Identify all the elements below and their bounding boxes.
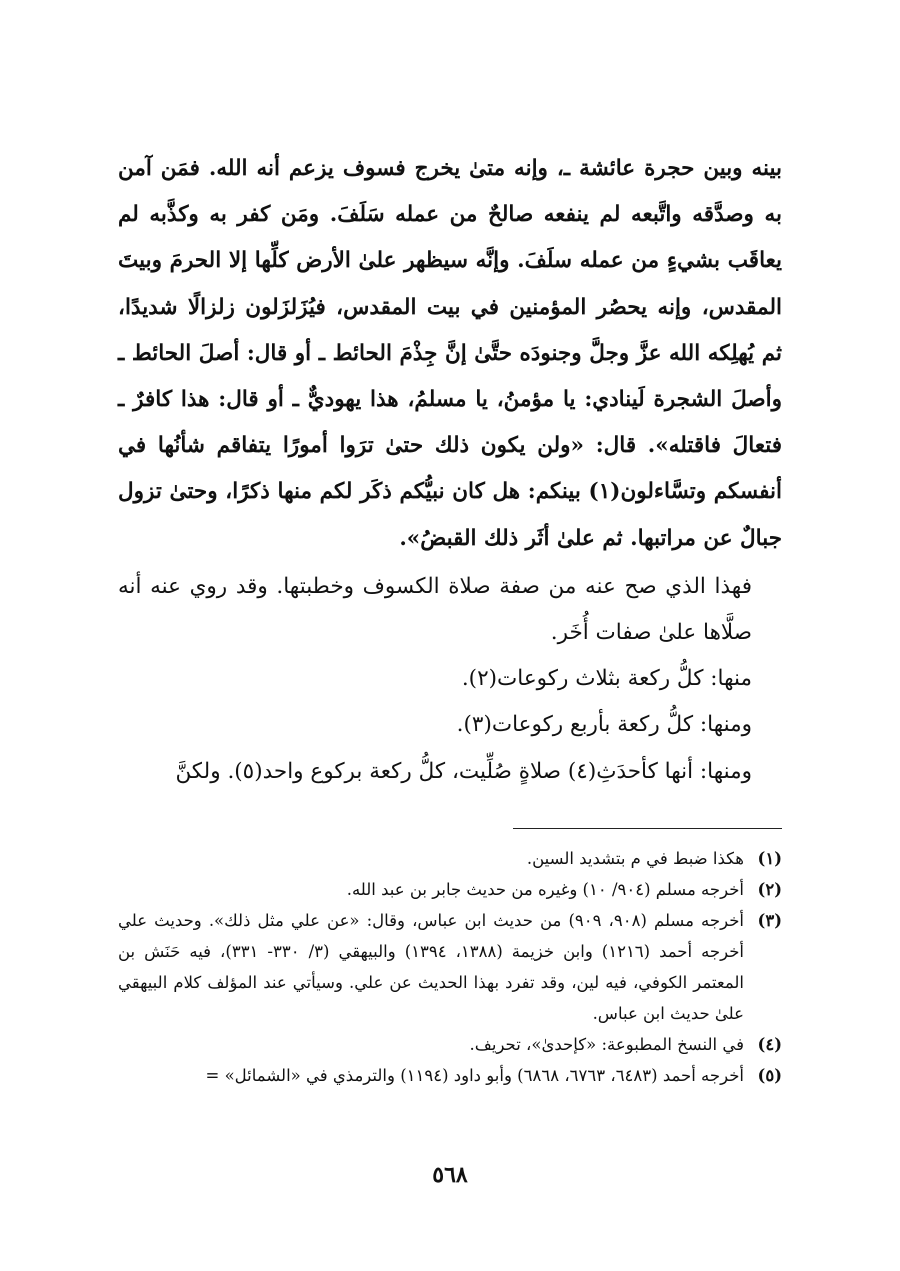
footnote-item <box>118 1060 782 1091</box>
footnote-text: أخرجه مسلم (٩٠٨، ٩٠٩) من حديث ابن عباس، وقال: «عن علي مثل ذلك». وحديث علي أخرجه أحمد (١٢١٦) وابن خزيمة (١٣٨٨، ١٣٩٤) والبيهقي (٣/ ٣٣٠- ٣٣١)، فيه حَنَش بن المعتمر الكوفي، فيه لين، وقد تفرد بهذا الحديث عن علي. وسيأتي عند المؤلف كلام البيهقي علىٰ حديث ابن عباس. <box>118 911 745 1023</box>
footnote-text: في النسخ المطبوعة: «كإحدىٰ»، تحريف. <box>469 1035 744 1054</box>
footnote-divider <box>513 828 782 829</box>
footnote-number: (٣) <box>757 911 782 930</box>
footnote-number: (٤) <box>757 1035 782 1054</box>
footnote-number: (١) <box>757 849 782 868</box>
paragraph-variant-1: منها: كلُّ ركعة بثلاث ركوعات(٢). <box>461 666 752 692</box>
footnote-item <box>118 843 782 874</box>
footnote-text: أخرجه أحمد (٦٤٨٣، ٦٧٦٣، ٦٨٦٨) وأبو داود (١١٩٤) والترمذي في «الشمائل» = <box>205 1066 744 1085</box>
paragraph-summary: فهذا الذي صح عنه من صفة صلاة الكسوف وخطبتها. وقد روي عنه أنه صلَّاها علىٰ صفات أُخَر. <box>118 573 752 646</box>
paragraph-hadith: بينه وبين حجرة عائشة ـ، وإنه متىٰ يخرج فسوف يزعم أنه الله. فمَن آمن به وصدَّقه واتَّبعه لم ينفعه صالحٌ من عمله سَلَفَ. ومَن كفر به وكذَّبه لم يعاقَب بشيءٍ من عمله سلَفَ. وإنَّه سيظهر علىٰ الأرض كلِّها إلا الحرمَ وبيتَ المقدس، وإنه يحصُر المؤمنين في بيت المقدس، فيُزَلزَلون زلزالًا شديدًا، ثم يُهلِكه الله عزَّ وجلَّ وجنودَه حتَّىٰ إنَّ جِذْمَ الحائط ـ أو قال: أصلَ الحائط ـ وأصلَ الشجرة لَينادي: يا مؤمنُ، يا مسلمُ، هذا يهوديٌّ ـ أو قال: هذا كافرٌ ـ فتعالَ فاقتله». قال: «ولن يكون ذلك حتىٰ ترَوا أمورًا يتفاقم شأنُها في أنفسكم وتسَّاءلون(١) بينكم: هل كان نبيُّكم ذكَر لكم منها ذكرًا، وحتىٰ تزول جبالٌ عن مراتبها. ثم علىٰ أثَر ذلك القبضُ». <box>118 156 782 551</box>
main-text <box>118 146 782 795</box>
page-number: ٥٦٨ <box>432 1162 468 1188</box>
footnote-item <box>118 1029 782 1060</box>
paragraph-variant-3: ومنها: أنها كأحدَثِ(٤) صلاةٍ صُلِّيت، كلُّ ركعة بركوع واحد(٥). ولكنَّ <box>175 758 752 784</box>
footnote-item <box>118 874 782 905</box>
footnote-number: (٢) <box>757 880 782 899</box>
footnote-number: (٥) <box>757 1066 782 1085</box>
footnote-text: هكذا ضبط في م بتشديد السين. <box>526 849 744 868</box>
footnote-item <box>118 905 782 1029</box>
footnote-text: أخرجه مسلم (٩٠٤/ ١٠) وغيره من حديث جابر بن عبد الله. <box>346 880 744 899</box>
paragraph-variant-2: ومنها: كلُّ ركعة بأربع ركوعات(٣). <box>456 712 752 738</box>
footnotes <box>118 843 782 1091</box>
